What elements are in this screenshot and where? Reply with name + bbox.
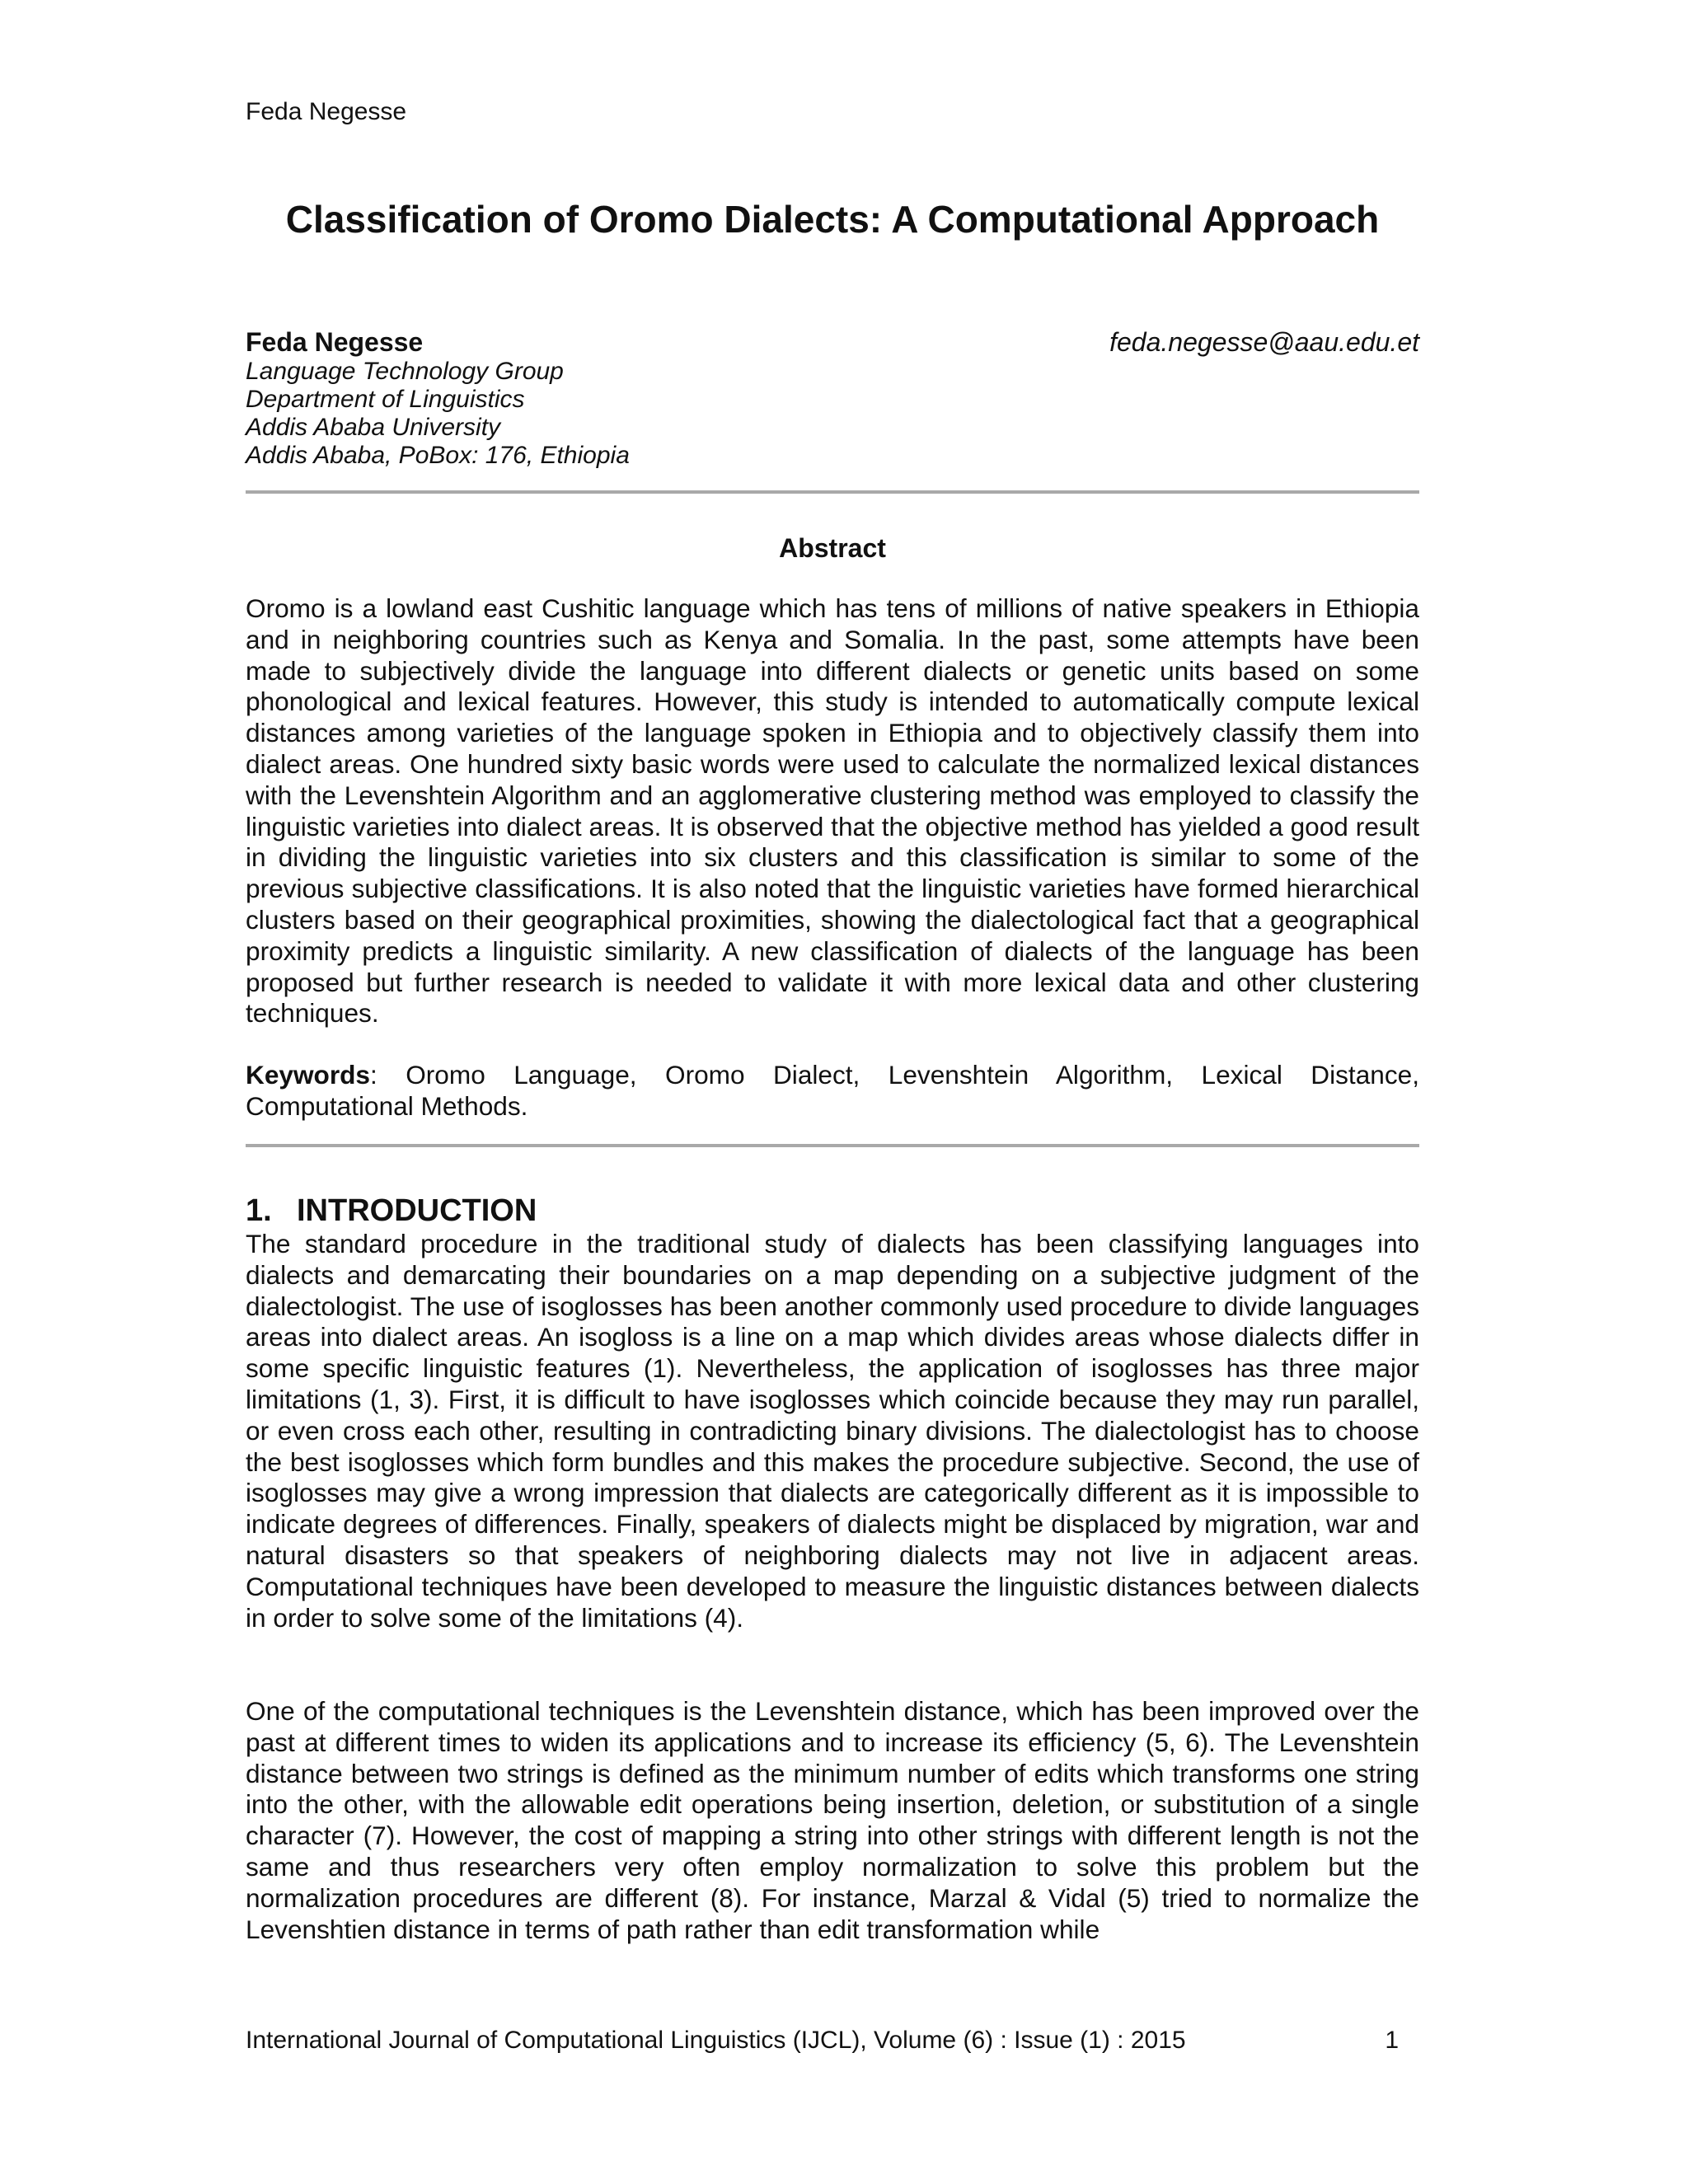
running-head: Feda Negesse <box>246 98 407 125</box>
author-block <box>246 326 1419 470</box>
keywords-label: Keywords <box>246 1060 370 1090</box>
paper-title: Classification of Oromo Dialects: A Computational Approach <box>285 198 1380 241</box>
section-heading <box>246 1193 537 1229</box>
intro-paragraph-1: The standard procedure in the traditional study of dialects has been classifying languages into dialects and demarcating their boundaries on a map depending on a subjective judgment of the dialectologist. The use of isoglosses has been another commonly used procedure to divide languages areas into dialect areas. An isogloss is a line on a map which divides areas whose dialects differ in some specific linguistic features (1). Nevertheless, the application of isoglosses has three major limitations (1, 3). First, it is difficult to have isoglosses which coincide because they may run parallel, or even cross each other, resulting in contradicting binary divisions. The dialectologist has to choose the best isoglosses which form bundles and this makes the procedure subjective. Second, the use of isoglosses may give a wrong impression that dialects are categorically different as it is impossible to indicate degrees of differences. Finally, speakers of dialects might be displaced by migration, war and natural disasters so that speakers of neighboring dialects may not live in adjacent areas. Computational techniques have been developed to measure the linguistic distances between dialects in order to solve some of the limitations (4). <box>246 1229 1419 1633</box>
author-name: Feda Negesse <box>246 327 424 357</box>
affiliation-line: Department of Linguistics <box>246 386 525 413</box>
intro-paragraph-2: One of the computational techniques is the Levenshtein distance, which has been improved over the past at different times to widen its applications and to increase its efficiency (5, 6). The Levenshtein distance between two strings is defined as the minimum number of edits which transforms one string into the other, with the allowable edit operations being insertion, deletion, or substitution of a single character (7). However, the cost of mapping a string into other strings with different length is not the same and thus researchers very often employ normalization to solve this problem but the normalization procedures are different (8). For instance, Marzal & Vidal (5) tried to normalize the Levenshtien distance in terms of path rather than edit transformation while <box>246 1696 1419 1944</box>
abstract-heading: Abstract <box>779 533 886 563</box>
journal-citation: International Journal of Computational Linguistics (IJCL), Volume (6) : Issue (1) : 2015 <box>246 2027 1186 2054</box>
affiliation-line: Language Technology Group <box>246 358 564 385</box>
divider-top <box>246 490 1419 494</box>
abstract-text: Oromo is a lowland east Cushitic language which has tens of millions of native speakers in Ethiopia and in neighboring countries such as Kenya and Somalia. In the past, some attempts have been made to subjectively divide the language into different dialects or genetic units based on some phonological and lexical features. However, this study is intended to automatically compute lexical distances among varieties of the language spoken in Ethiopia and to objectively classify them into dialect areas. One hundred sixty basic words were used to calculate the normalized lexical distances with the Levenshtein Algorithm and an agglomerative clustering method was employed to classify the linguistic varieties into dialect areas. It is observed that the objective method has yielded a good result in dividing the linguistic varieties into six clusters and this classification is similar to some of the previous subjective classifications. It is also noted that the linguistic varieties have formed hierarchical clusters based on their geographical proximities, showing the dialectological fact that a geographical proximity predicts a linguistic similarity. A new classification of dialects of the language has been proposed but further research is needed to validate it with more lexical data and other clustering techniques. <box>246 593 1419 1029</box>
section-number: 1. <box>246 1193 272 1228</box>
affiliation-line: Addis Ababa, PoBox: 176, Ethiopia <box>246 442 630 469</box>
keywords-text: : Oromo Language, Oromo Dialect, Levenshtein Algorithm, Lexical Distance, Computational Methods. <box>246 1060 1419 1121</box>
keywords <box>246 1060 1419 1122</box>
page-footer <box>246 2026 1419 2055</box>
page-number: 1 <box>1385 2027 1399 2054</box>
divider-bottom <box>246 1144 1419 1147</box>
section-title: INTRODUCTION <box>297 1193 537 1228</box>
affiliation-line: Addis Ababa University <box>246 414 501 441</box>
author-email: feda.negesse@aau.edu.et <box>1109 327 1419 357</box>
